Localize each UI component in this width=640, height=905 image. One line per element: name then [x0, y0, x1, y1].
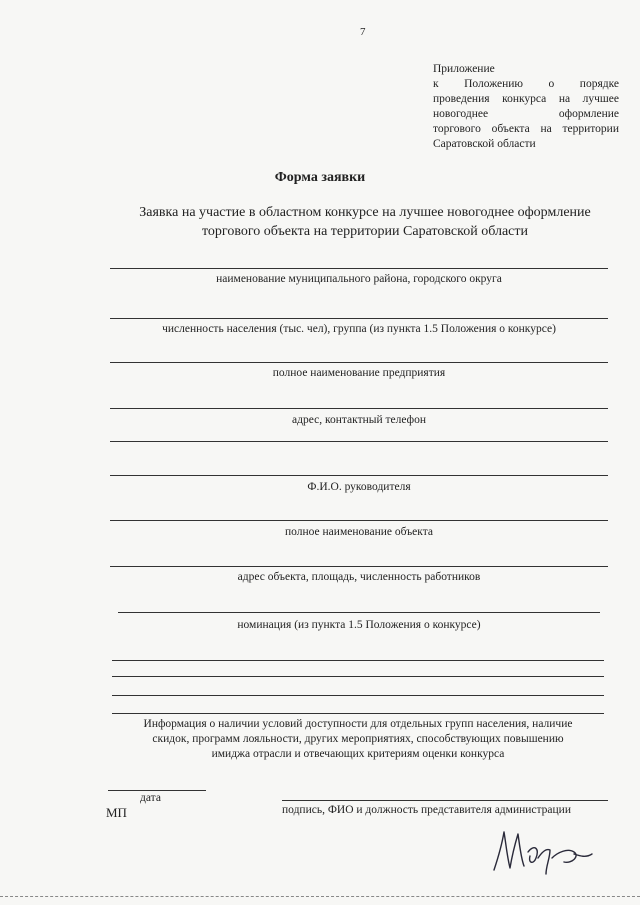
fill-line-info-1[interactable] [112, 660, 604, 661]
fill-line-director[interactable] [110, 475, 608, 476]
caption-address-phone: адрес, контактный телефон [292, 414, 426, 426]
fill-line-date[interactable] [108, 790, 206, 791]
info-line: скидок, программ лояльности, других мероприятиях, способствующих повышению [152, 733, 564, 745]
caption-object-address: адрес объекта, площадь, численность работников [237, 571, 481, 583]
info-line: имиджа отрасли и отвечающих критериям оценки конкурса [211, 748, 505, 760]
signature-caption: подпись, ФИО и должность представителя администрации [282, 804, 571, 816]
caption-nomination: номинация (из пункта 1.5 Положения о конкурсе) [237, 619, 481, 631]
form-title: Форма заявки [274, 170, 366, 185]
appendix-line: Саратовской области [433, 138, 536, 150]
fill-line-object-address[interactable] [110, 566, 608, 567]
scan-edge-line [0, 896, 640, 897]
info-line: Информация о наличии условий доступности для отдельных групп населения, наличие [143, 718, 573, 730]
subtitle-line: торгового объекта на территории Саратовской области [202, 224, 528, 239]
fill-line-info-4[interactable] [112, 713, 604, 714]
fill-line-extra[interactable] [110, 441, 608, 442]
subtitle-line: Заявка на участие в областном конкурсе на лучшее новогоднее оформление [139, 205, 591, 220]
caption-enterprise: полное наименование предприятия [272, 367, 446, 379]
caption-director: Ф.И.О. руководителя [307, 481, 411, 493]
fill-line-population[interactable] [110, 318, 608, 319]
fill-line-info-2[interactable] [112, 676, 604, 677]
stamp-place-label: МП [106, 805, 127, 820]
fill-line-address-phone[interactable] [110, 408, 608, 409]
handwritten-signature [488, 818, 598, 880]
fill-line-nomination[interactable] [118, 612, 600, 613]
appendix-line: торгового объекта на территории [433, 123, 619, 135]
caption-object-name: полное наименование объекта [285, 526, 433, 538]
accessibility-info [108, 717, 608, 762]
appendix-line: проведения конкурса на лучшее [433, 93, 619, 105]
page-number: 7 [360, 26, 366, 38]
caption-district: наименование муниципального района, городского округа [216, 273, 502, 285]
fill-line-enterprise[interactable] [110, 362, 608, 363]
caption-population: численность населения (тыс. чел), группа (из пункта 1.5 Положения о конкурсе) [162, 323, 556, 335]
appendix-line: Приложение [433, 63, 495, 75]
fill-line-district[interactable] [110, 268, 608, 269]
appendix-line: к Положению о порядке [433, 78, 619, 90]
appendix-block [433, 62, 619, 152]
date-label: дата [140, 792, 161, 804]
fill-line-info-3[interactable] [112, 695, 604, 696]
fill-line-object-name[interactable] [110, 520, 608, 521]
application-subtitle [110, 203, 620, 241]
fill-line-signature[interactable] [282, 800, 608, 801]
appendix-line: новогоднее оформление [433, 108, 619, 120]
